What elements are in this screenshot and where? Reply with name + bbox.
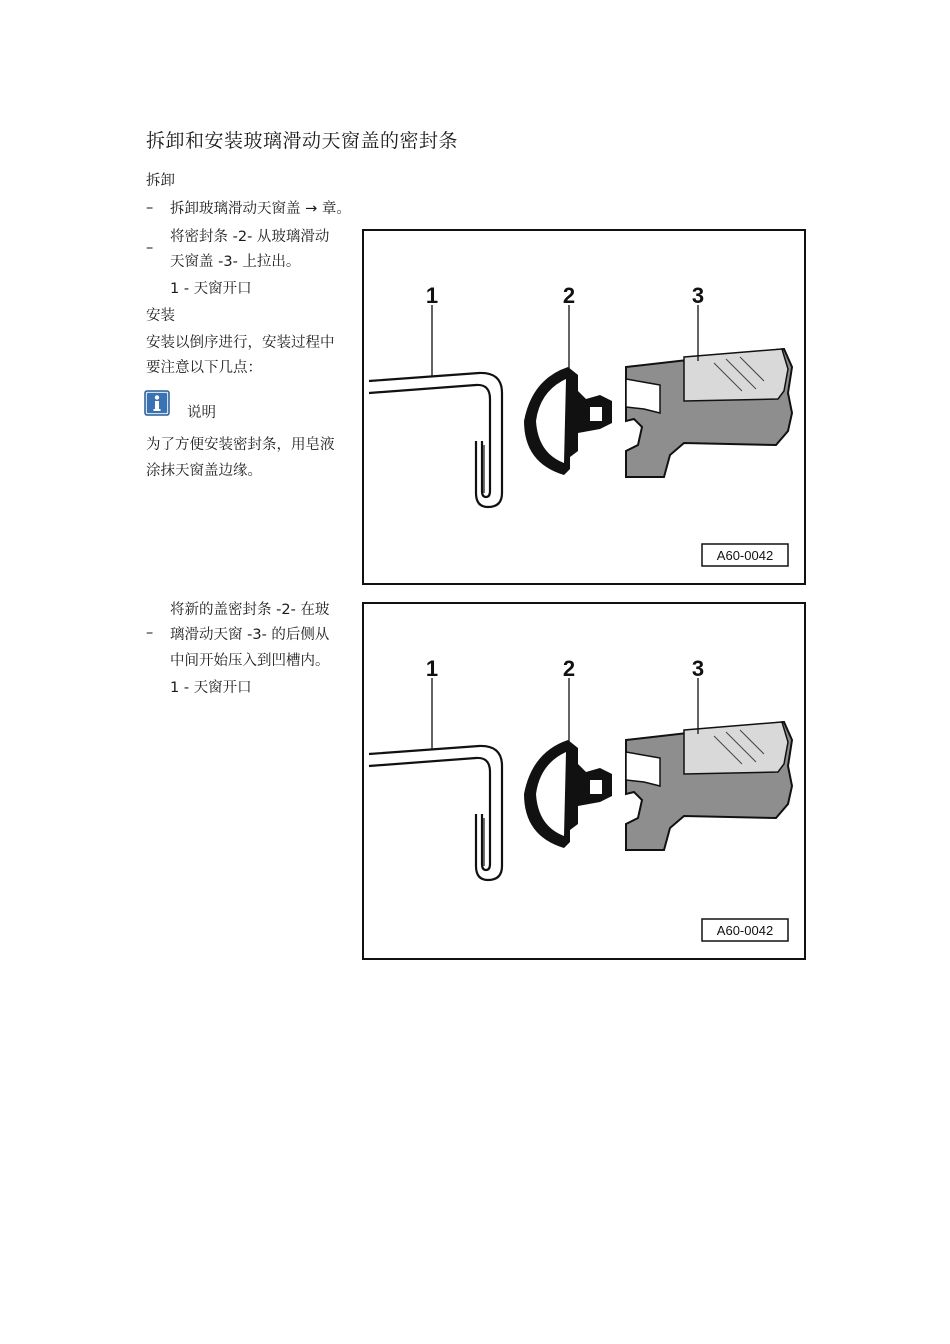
note-label: 说明 xyxy=(187,405,216,421)
part-label-1: 1 xyxy=(425,283,439,308)
part-label-3: 3 xyxy=(691,656,705,681)
install-step-line-3: 中间开始压入到凹槽内。 xyxy=(170,653,330,669)
install-step-line-1: 将新的盖密封条 -2- 在玻 xyxy=(170,602,330,618)
bullet-dash: – xyxy=(146,240,154,256)
install-intro-line-1: 安装以倒序进行，安装过程中 xyxy=(146,335,335,351)
bullet-dash: – xyxy=(146,200,154,216)
removal-step-1: 拆卸玻璃滑动天窗盖 → 章。 xyxy=(170,201,351,217)
note-line-2: 涂抹天窗盖边缘。 xyxy=(146,463,262,479)
removal-legend: 1 - 天窗开口 xyxy=(170,281,252,297)
info-icon xyxy=(144,390,170,420)
removal-step-2-line-2: 天窗盖 -3- 上拉出。 xyxy=(170,254,301,270)
part-label-2: 2 xyxy=(562,283,576,308)
part-label-2: 2 xyxy=(562,656,576,681)
removal-heading: 拆卸 xyxy=(146,173,175,189)
install-legend: 1 - 天窗开口 xyxy=(170,680,252,696)
figure-2 xyxy=(362,602,806,960)
part-label-1: 1 xyxy=(425,656,439,681)
figure-1 xyxy=(362,229,806,585)
page-title: 拆卸和安装玻璃滑动天窗盖的密封条 xyxy=(146,130,459,152)
part-label-3: 3 xyxy=(691,283,705,308)
install-intro-line-2: 要注意以下几点： xyxy=(146,360,262,376)
seal-diagram-2 xyxy=(364,604,804,958)
figure-code: A60-0042 xyxy=(716,923,774,938)
figure-code: A60-0042 xyxy=(716,548,774,563)
note-line-1: 为了方便安装密封条，用皂液 xyxy=(146,437,335,453)
seal-diagram-1 xyxy=(364,231,804,583)
install-heading: 安装 xyxy=(146,308,175,324)
bullet-dash: – xyxy=(146,625,154,641)
removal-step-2-line-1: 将密封条 -2- 从玻璃滑动 xyxy=(170,229,330,245)
install-step-line-2: 璃滑动天窗 -3- 的后侧从 xyxy=(170,627,330,643)
